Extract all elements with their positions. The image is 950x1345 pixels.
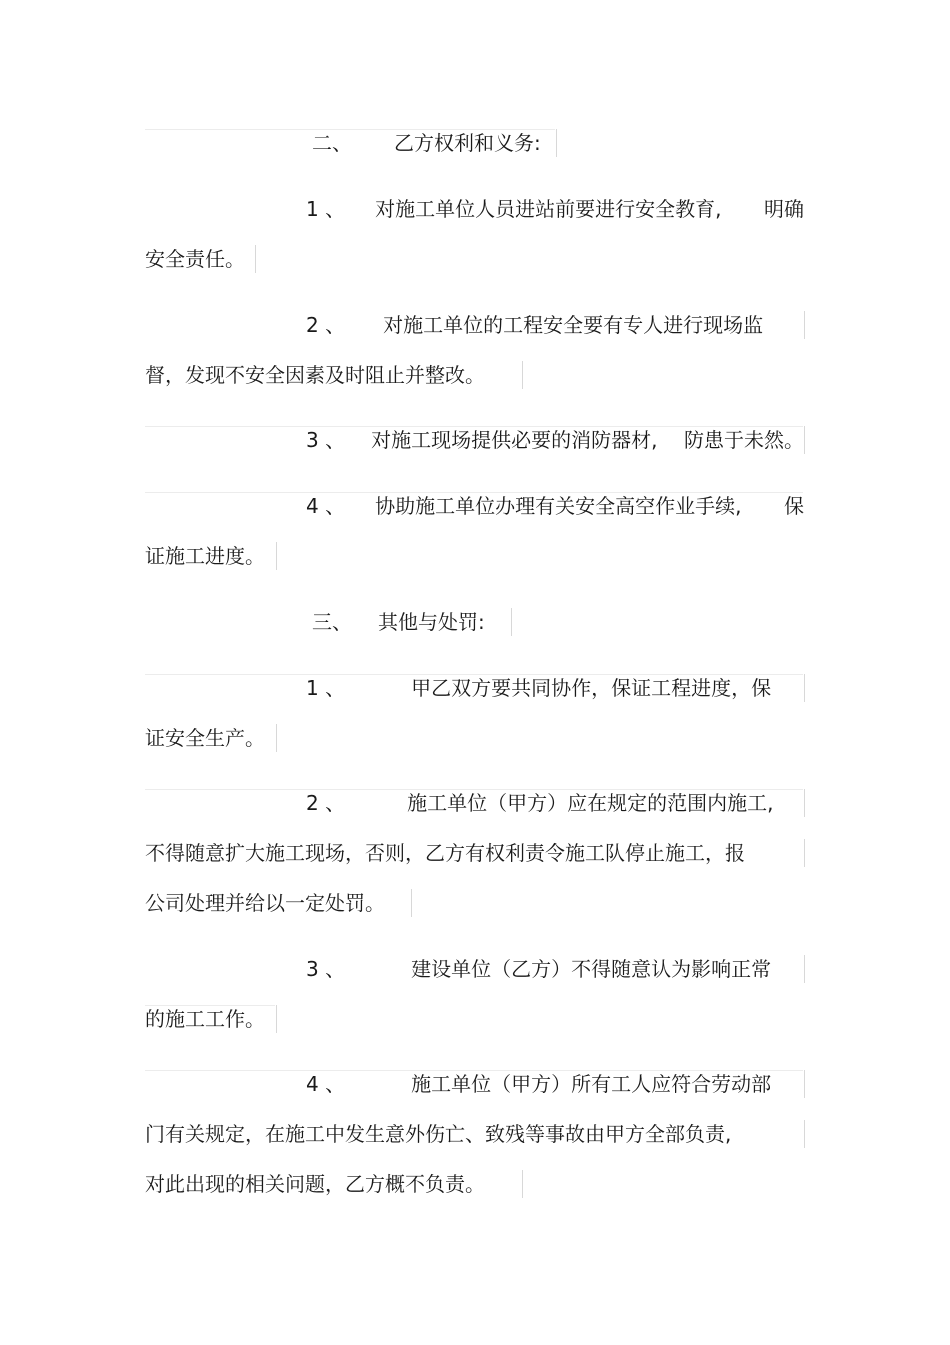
section-heading-3 bbox=[312, 608, 485, 636]
clause-2-4-line1 bbox=[306, 492, 741, 520]
clause-number: 3 、 bbox=[306, 428, 346, 452]
clause-text: 对施工单位人员进站前要进行安全教育, bbox=[375, 197, 722, 221]
divider-line bbox=[276, 1005, 277, 1033]
clause-text: 施工单位（甲方）应在规定的范围内施工, bbox=[407, 791, 774, 815]
divider-line bbox=[255, 245, 256, 273]
divider-line bbox=[522, 361, 523, 389]
clause-2-2-line1 bbox=[306, 311, 763, 339]
clause-3-2-line3: 公司处理并给以一定处罚。 bbox=[145, 891, 385, 915]
divider-line bbox=[804, 674, 805, 702]
clause-text: 对施工现场提供必要的消防器材, bbox=[371, 428, 658, 452]
clause-number: 3 、 bbox=[306, 957, 346, 981]
clause-number: 1 、 bbox=[306, 197, 346, 221]
clause-2-4-tail: 保 bbox=[784, 494, 804, 518]
clause-3-2-line1 bbox=[306, 789, 773, 817]
clause-2-2-line2: 督，发现不安全因素及时阻止并整改。 bbox=[145, 363, 485, 387]
divider-line bbox=[411, 889, 412, 917]
section-heading-title: 其他与处罚: bbox=[378, 610, 485, 634]
divider-line bbox=[511, 608, 512, 636]
divider-line bbox=[276, 724, 277, 752]
divider-line bbox=[804, 426, 805, 454]
clause-3-4-line2: 门有关规定，在施工中发生意外伤亡、致残等事故由甲方全部负责, bbox=[145, 1122, 732, 1146]
clause-2-3-line1 bbox=[306, 426, 657, 454]
section-heading-number: 二、 bbox=[312, 131, 352, 155]
clause-3-4-line3: 对此出现的相关问题，乙方概不负责。 bbox=[145, 1172, 485, 1196]
clause-number: 2 、 bbox=[306, 313, 346, 337]
section-heading-title: 乙方权利和义务: bbox=[394, 131, 541, 155]
clause-number: 2 、 bbox=[306, 791, 346, 815]
clause-3-4-line1 bbox=[306, 1070, 771, 1098]
clause-2-3-tail: 防患于未然。 bbox=[684, 428, 804, 452]
clause-number: 1 、 bbox=[306, 676, 346, 700]
clause-number: 4 、 bbox=[306, 1072, 346, 1096]
clause-text: 对施工单位的工程安全要有专人进行现场监 bbox=[383, 313, 764, 337]
divider-line bbox=[522, 1170, 523, 1198]
clause-3-1-line2: 证安全生产。 bbox=[145, 726, 265, 750]
divider-line bbox=[804, 789, 805, 817]
section-heading-number: 三、 bbox=[312, 610, 352, 634]
divider-line bbox=[804, 1120, 805, 1148]
clause-3-2-line2: 不得随意扩大施工现场，否则，乙方有权利责令施工队停止施工，报 bbox=[145, 841, 745, 865]
clause-text: 建设单位（乙方）不得随意认为影响正常 bbox=[411, 957, 772, 981]
clause-3-3-line1 bbox=[306, 955, 771, 983]
divider-line bbox=[556, 129, 557, 157]
clause-2-1-tail: 明确 bbox=[764, 197, 804, 221]
clause-2-1-line1 bbox=[306, 195, 721, 223]
clause-text: 协助施工单位办理有关安全高空作业手续, bbox=[375, 494, 742, 518]
divider-line bbox=[804, 839, 805, 867]
clause-2-4-line2: 证施工进度。 bbox=[145, 544, 265, 568]
section-heading-2 bbox=[312, 129, 541, 157]
clause-2-1-line2: 安全责任。 bbox=[145, 247, 245, 271]
clause-text: 施工单位（甲方）所有工人应符合劳动部 bbox=[411, 1072, 772, 1096]
divider-line bbox=[804, 1070, 805, 1098]
divider-line bbox=[276, 542, 277, 570]
divider-line bbox=[804, 311, 805, 339]
clause-number: 4 、 bbox=[306, 494, 346, 518]
clause-3-3-line2: 的施工工作。 bbox=[145, 1007, 265, 1031]
divider-line bbox=[804, 955, 805, 983]
clause-text: 甲乙双方要共同协作，保证工程进度，保 bbox=[411, 676, 772, 700]
clause-3-1-line1 bbox=[306, 674, 771, 702]
